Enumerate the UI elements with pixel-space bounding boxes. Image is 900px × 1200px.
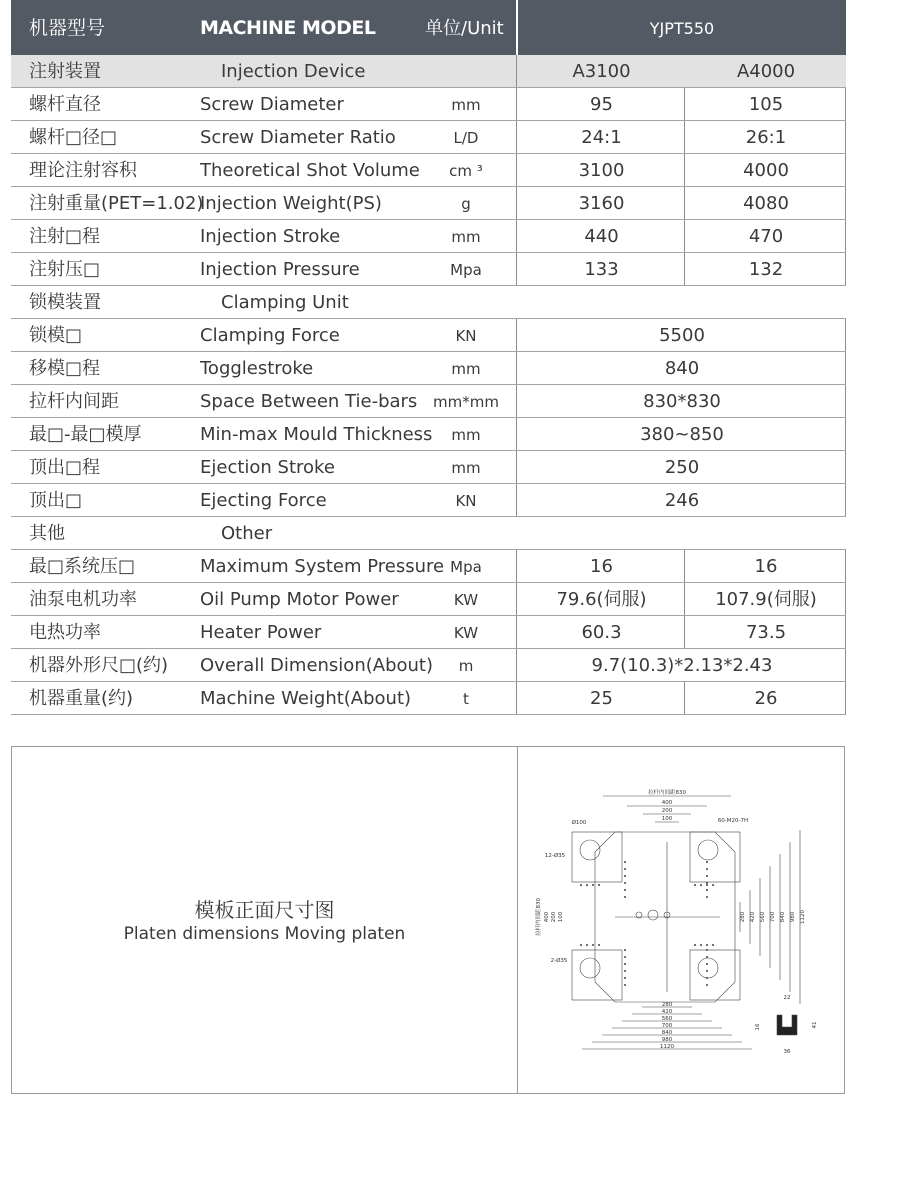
cell-divider — [516, 682, 517, 714]
param-name-en: Min-max Mould Thickness — [200, 424, 433, 445]
bolt-hole — [700, 884, 702, 886]
param-unit: KN — [455, 327, 477, 345]
header-en: MACHINE MODEL — [200, 17, 376, 39]
param-name-cn: 注射□程 — [29, 226, 101, 247]
bolt-hole — [712, 884, 714, 886]
param-value: 250 — [664, 457, 700, 478]
param-name-en: Clamping Force — [200, 325, 340, 346]
dim-label-top: 400 — [661, 800, 673, 806]
tie-bar-hole — [698, 958, 718, 978]
table-header — [11, 0, 846, 55]
callout-label: Ø100 — [571, 820, 587, 826]
table-row — [11, 649, 846, 682]
cell-divider — [516, 253, 517, 285]
param-unit: mm — [451, 459, 481, 477]
param-unit: mm — [451, 360, 481, 378]
table-row — [11, 484, 846, 517]
param-name-cn: 螺杆□径□ — [29, 127, 118, 148]
dim-label-bottom: 420 — [661, 1009, 673, 1015]
section-title-en: Injection Device — [221, 61, 366, 82]
param-value-b: 4000 — [743, 160, 789, 181]
param-value-a: 133 — [584, 259, 619, 280]
param-name-en: Injection Stroke — [200, 226, 341, 247]
param-name-cn: 螺杆直径 — [29, 94, 101, 115]
table-row — [11, 253, 846, 286]
param-value-b: 73.5 — [745, 622, 787, 643]
param-name-cn: 锁模□ — [29, 325, 83, 346]
bolt-hole — [706, 889, 708, 891]
bolt-hole — [586, 884, 588, 886]
dim-label-bottom: 560 — [661, 1016, 673, 1022]
param-value-b: 470 — [748, 226, 784, 247]
table-row — [11, 187, 846, 220]
param-value-b: 105 — [748, 94, 784, 115]
param-value: 380~850 — [640, 424, 724, 445]
param-value: 5500 — [659, 325, 705, 346]
bolt-hole — [592, 884, 594, 886]
section-title-cn: 锁模装置 — [29, 292, 101, 313]
cell-divider — [516, 319, 517, 351]
param-unit: mm — [451, 228, 481, 246]
param-value: 830*830 — [643, 391, 721, 412]
platen-drawing — [515, 782, 835, 1067]
cell-divider — [516, 154, 517, 186]
param-name-cn: 电热功率 — [29, 622, 101, 643]
header-unit: 单位/Unit — [425, 18, 504, 39]
cell-divider — [516, 88, 517, 120]
param-value-a: 25 — [590, 688, 613, 709]
cell-divider — [516, 583, 517, 615]
tie-bar-hole — [698, 840, 718, 860]
dim-label-right: 840 — [780, 911, 786, 923]
slot-dim-label: 22 — [783, 995, 791, 1001]
cell-divider — [516, 649, 517, 681]
table-row — [11, 88, 846, 121]
table-row — [11, 418, 846, 451]
cell-divider — [516, 616, 517, 648]
dim-label-left: 拉杆内间距830 — [536, 898, 542, 936]
param-value-a: 60.3 — [581, 622, 622, 643]
bolt-hole — [706, 984, 708, 986]
param-unit: m — [458, 657, 474, 675]
param-unit: KN — [455, 492, 477, 510]
bolt-hole — [580, 884, 582, 886]
bolt-hole — [598, 944, 600, 946]
bolt-hole — [624, 977, 626, 979]
model-a-label: A3100 — [572, 61, 631, 82]
section-title-cn: 其他 — [29, 523, 65, 544]
param-name-cn: 移模□程 — [29, 358, 101, 379]
param-unit: cm ³ — [449, 162, 483, 180]
param-name-en: Injection Weight(PS) — [200, 193, 382, 214]
cell-divider — [516, 187, 517, 219]
param-value-b: 4080 — [743, 193, 789, 214]
bolt-hole — [694, 884, 696, 886]
bolt-hole — [706, 949, 708, 951]
slot-dim-label: 41 — [812, 1021, 818, 1029]
cell-divider — [516, 220, 517, 252]
param-value-a: 3160 — [578, 193, 625, 214]
table-row — [11, 385, 846, 418]
model-b-label: A4000 — [736, 61, 796, 82]
param-value: 9.7(10.3)*2.13*2.43 — [591, 655, 773, 676]
param-name-cn: 最□系统压□ — [29, 556, 136, 577]
platen-caption-cn: 模板正面尺寸图 — [194, 898, 335, 922]
param-unit: KW — [453, 624, 479, 642]
param-unit: L/D — [453, 129, 479, 147]
param-value: 246 — [664, 490, 700, 511]
bolt-hole — [624, 875, 626, 877]
param-value-a: 440 — [584, 226, 619, 247]
bolt-hole — [580, 944, 582, 946]
table-row — [11, 121, 846, 154]
bolt-hole — [624, 861, 626, 863]
param-name-cn: 注射压□ — [29, 259, 101, 280]
dim-label-right: 1120 — [800, 910, 806, 924]
param-name-en: Ejection Stroke — [200, 457, 335, 478]
bolt-hole — [706, 868, 708, 870]
section-row — [11, 286, 846, 319]
param-unit: Mpa — [450, 261, 482, 279]
table-row — [11, 616, 846, 649]
bolt-hole — [706, 896, 708, 898]
dim-label-left: 400 — [544, 911, 550, 923]
param-unit: mm*mm — [433, 393, 499, 411]
cell-divider — [516, 484, 517, 516]
param-name-en: Overall Dimension(About) — [200, 655, 433, 676]
dim-label-top: 拉杆内间距830 — [648, 790, 686, 796]
bolt-hole — [706, 956, 708, 958]
bolt-hole — [598, 884, 600, 886]
bolt-hole — [592, 944, 594, 946]
bolt-hole — [706, 963, 708, 965]
bolt-hole — [586, 944, 588, 946]
dim-label-left: 200 — [551, 911, 557, 923]
param-name-cn: 顶出□ — [29, 490, 83, 511]
param-name-en: Theoretical Shot Volume — [200, 160, 420, 181]
section-row — [11, 517, 846, 550]
bolt-hole — [624, 868, 626, 870]
bolt-hole — [706, 970, 708, 972]
param-unit: g — [461, 195, 471, 213]
bolt-hole — [624, 956, 626, 958]
section-title-en: Other — [221, 523, 273, 544]
bolt-hole — [706, 861, 708, 863]
param-name-cn: 机器重量(约) — [29, 688, 134, 709]
param-name-cn: 油泵电机功率 — [29, 589, 137, 610]
callout-label: 12-Ø35 — [544, 853, 566, 859]
param-name-en: Togglestroke — [200, 358, 314, 379]
bolt-hole — [694, 944, 696, 946]
dim-label-bottom: 1120 — [660, 1044, 674, 1050]
param-unit: Mpa — [450, 558, 482, 576]
param-name-cn: 拉杆内间距 — [29, 391, 119, 412]
dim-label-right: 700 — [770, 911, 776, 923]
dim-label-right: 980 — [790, 911, 796, 923]
dim-label-left: 100 — [558, 911, 564, 923]
dim-label-right: 280 — [740, 911, 746, 923]
param-name-en: Ejecting Force — [200, 490, 327, 511]
param-unit: KW — [453, 591, 479, 609]
param-name-cn: 顶出□程 — [29, 457, 101, 478]
header-model: YJPT550 — [649, 19, 715, 38]
param-value-a: 3100 — [578, 160, 625, 181]
param-name-cn: 最□-最□模厚 — [29, 424, 142, 445]
table-row — [11, 220, 846, 253]
table-row — [11, 154, 846, 187]
bolt-hole — [624, 896, 626, 898]
spec-table — [11, 0, 846, 715]
bolt-hole — [706, 977, 708, 979]
param-value-a: 16 — [590, 556, 613, 577]
center-hole — [648, 910, 658, 920]
bolt-hole — [706, 944, 708, 946]
table-row — [11, 352, 846, 385]
cell-divider — [516, 418, 517, 450]
param-name-en: Maximum System Pressure — [200, 556, 445, 577]
dim-label-right: 560 — [760, 911, 766, 923]
param-value-b: 132 — [748, 259, 784, 280]
cell-divider — [516, 352, 517, 384]
bolt-hole — [706, 875, 708, 877]
section-row — [11, 55, 846, 88]
param-value-b: 26:1 — [745, 127, 787, 148]
header-cn: 机器型号 — [29, 17, 106, 39]
param-unit: mm — [451, 96, 481, 114]
callout-label: 2-Ø35 — [550, 958, 568, 964]
dim-label-top: 100 — [661, 816, 673, 822]
table-row — [11, 550, 846, 583]
dim-label-top: 200 — [661, 808, 673, 814]
bolt-hole — [624, 963, 626, 965]
param-unit: mm — [451, 426, 481, 444]
param-name-en: Injection Pressure — [200, 259, 360, 280]
bolt-hole — [624, 970, 626, 972]
slot-detail — [777, 1015, 797, 1035]
dim-label-bottom: 840 — [661, 1030, 673, 1036]
bolt-hole — [624, 882, 626, 884]
dim-label-bottom: 700 — [661, 1023, 673, 1029]
bolt-hole — [624, 889, 626, 891]
callout-label: 60-M20-7H — [717, 818, 749, 824]
param-name-en: Oil Pump Motor Power — [200, 589, 399, 610]
cell-divider — [516, 385, 517, 417]
table-row — [11, 319, 846, 352]
param-name-cn: 注射重量(PET=1.02) — [29, 193, 204, 214]
table-row — [11, 682, 846, 715]
bolt-hole — [700, 944, 702, 946]
param-value-a: 95 — [590, 94, 613, 115]
param-name-cn: 理论注射容积 — [29, 160, 137, 181]
section-title-cn: 注射装置 — [29, 61, 101, 82]
cell-divider — [516, 451, 517, 483]
bolt-hole — [706, 882, 708, 884]
param-unit: t — [463, 690, 469, 708]
param-value-b: 26 — [754, 688, 778, 709]
cell-divider — [516, 550, 517, 582]
table-body — [11, 55, 846, 715]
param-name-en: Screw Diameter Ratio — [200, 127, 396, 148]
param-name-en: Heater Power — [200, 622, 322, 643]
platen-caption-en: Platen dimensions Moving platen — [123, 924, 406, 944]
dim-label-bottom: 280 — [661, 1002, 673, 1008]
param-name-cn: 机器外形尺□(约) — [29, 655, 169, 676]
dim-label-right: 420 — [750, 911, 756, 923]
param-value-a: 24:1 — [581, 127, 622, 148]
cell-divider — [516, 55, 517, 87]
param-name-en: Machine Weight(About) — [200, 688, 412, 709]
slot-dim-label: 16 — [755, 1023, 761, 1031]
param-value-b: 107.9(伺服) — [715, 589, 817, 610]
slot-dim-label: 36 — [783, 1049, 791, 1055]
bolt-hole — [624, 949, 626, 951]
bolt-hole — [706, 884, 708, 886]
tie-bar-hole — [580, 958, 600, 978]
param-name-en: Screw Diameter — [200, 94, 344, 115]
param-name-en: Space Between Tie-bars — [200, 391, 418, 412]
param-value-b: 16 — [754, 556, 778, 577]
bolt-hole — [712, 944, 714, 946]
table-row — [11, 451, 846, 484]
dim-label-bottom: 980 — [661, 1037, 673, 1043]
cell-divider — [516, 121, 517, 153]
param-value-a: 79.6(伺服) — [556, 589, 647, 610]
bolt-hole — [624, 984, 626, 986]
section-title-en: Clamping Unit — [221, 292, 349, 313]
param-value: 840 — [664, 358, 700, 379]
table-row — [11, 583, 846, 616]
